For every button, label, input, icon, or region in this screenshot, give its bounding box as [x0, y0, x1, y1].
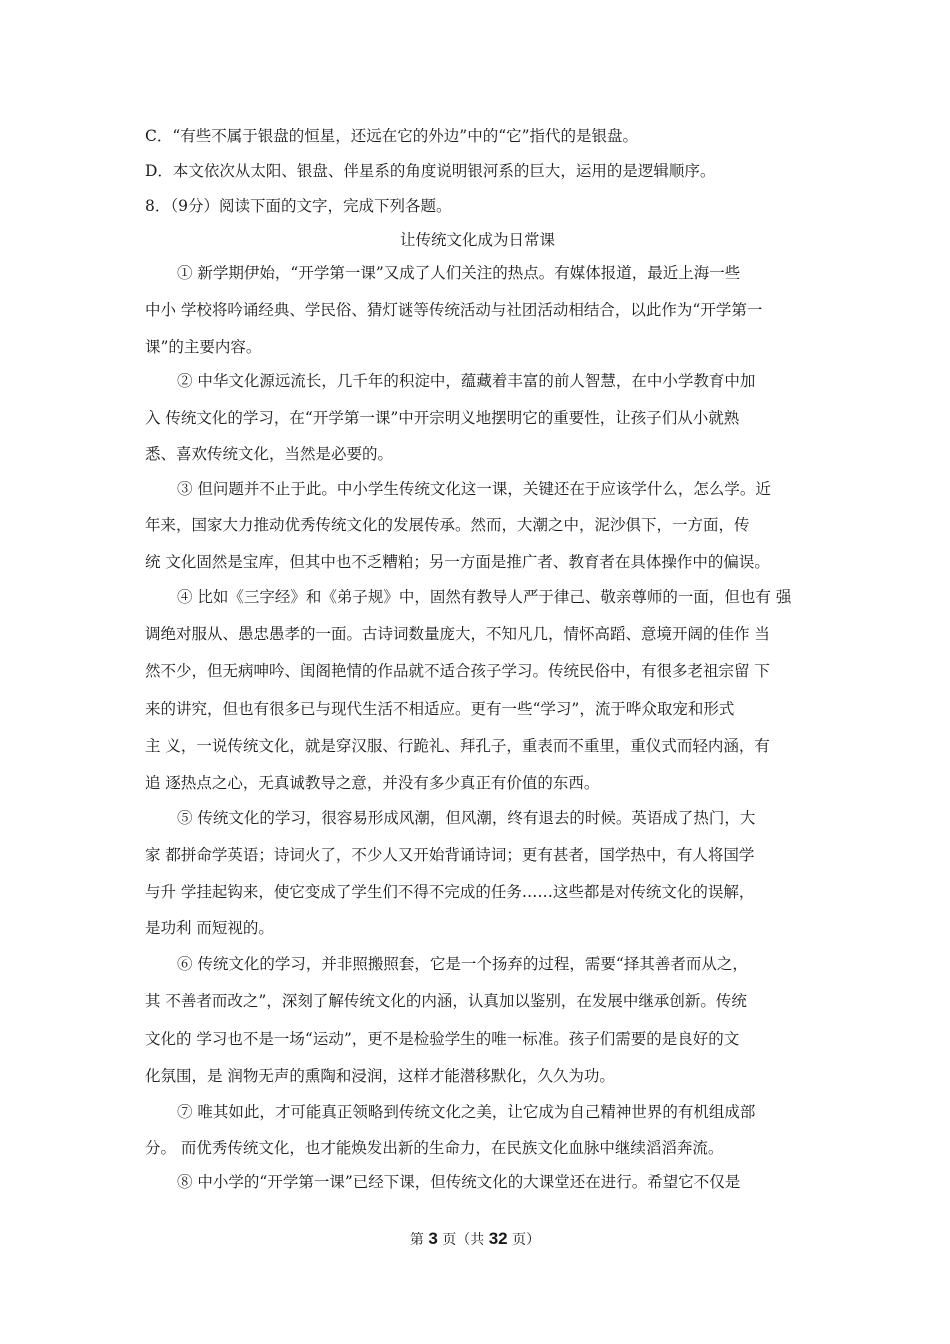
- option-c: C．“有些不属于银盘的恒星，还远在它的外边”中的“它”指代的是银盘。: [145, 127, 639, 145]
- paragraph-line: ⑦ 唯其如此，才可能真正领略到传统文化之美，让它成为自己精神世界的有机组成部: [177, 1103, 756, 1121]
- paragraph-line: 然不少，但无病呻吟、闺阁艳情的作品就不适合孩子学习。传统民俗中，有很多老祖宗留 下: [145, 662, 770, 680]
- paragraph-line: ④ 比如《三字经》和《弟子规》中，固然有教导人严于律己、敬亲尊师的一面，但也有 强: [177, 588, 792, 606]
- question-8: 8．（9分）阅读下面的文字，完成下列各题。: [145, 197, 452, 215]
- paragraph-line: 课”的主要内容。: [145, 338, 262, 356]
- option-d: D．本文依次从太阳、银盘、伴星系的角度说明银河系的巨大，运用的是逻辑顺序。: [145, 162, 716, 180]
- paragraph-line: 是功利 而短视的。: [145, 919, 274, 937]
- paragraph-line: 悉、喜欢传统文化，当然是必要的。: [145, 445, 394, 463]
- footer-prefix: 第: [409, 1232, 429, 1248]
- paragraph-line: 来的讲究，但也有很多已与现代生活不相适应。更有一些“学习”，流于哗众取宠和形式: [145, 700, 735, 718]
- paragraph-line: ③ 但问题并不止于此。中小学生传统文化这一课，关键还在于应该学什么，怎么学。近: [177, 480, 771, 498]
- paragraph-line: 统 文化固然是宝库，但其中也不乏糟粕；另一方面是推广者、教育者在具体操作中的偏误。: [145, 553, 770, 571]
- article-title: 让传统文化成为日常课: [399, 231, 555, 249]
- paragraph-line: ⑧ 中小学的“开学第一课”已经下课，但传统文化的大课堂还在进行。希望它不仅是: [177, 1173, 741, 1191]
- footer-suffix: 页）: [507, 1232, 541, 1248]
- paragraph-line: 与升 学挂起钩来，使它变成了学生们不得不完成的任务……这些都是对传统文化的误解，: [145, 883, 755, 901]
- paragraph-line: 化氛围，是 润物无声的熏陶和浸润，这样才能潜移默化，久久为功。: [145, 1067, 615, 1085]
- paragraph-line: 家 都拼命学英语；诗词火了，不少人又开始背诵诗词；更有甚者，国学热中，有人将国学: [145, 846, 755, 864]
- paragraph-line: 中小 学校将吟诵经典、学民俗、猜灯谜等传统活动与社团活动相结合，以此作为“开学第一: [145, 301, 763, 319]
- paragraph-line: 调绝对服从、愚忠愚孝的一面。古诗词数量庞大，不知凡几，情怀高蹈、意境开阔的佳作 当: [145, 625, 770, 643]
- paragraph-line: 分。 而优秀传统文化，也才能焕发出新的生命力，在民族文化血脉中继续滔滔奔流。: [145, 1139, 724, 1157]
- paragraph-line: 追 逐热点之心，无真诚教导之意，并没有多少真正有价值的东西。: [145, 774, 600, 792]
- page-footer: [0, 1228, 950, 1251]
- paragraph-line: ⑤ 传统文化的学习，很容易形成风潮，但风潮，终有退去的时候。英语成了热门，大: [177, 809, 756, 827]
- paragraph-line: 主 义，一说传统文化，就是穿汉服、行跪礼、拜孔子，重表而不重里，重仪式而轻内涵，有: [145, 737, 770, 755]
- paragraph-line: ⑥ 传统文化的学习，并非照搬照套，它是一个扬弃的过程，需要“择其善者而从之，: [177, 955, 748, 973]
- paragraph-line: 文化的 学习也不是一场“运动”，更不是检验学生的唯一标准。孩子们需要的是良好的文: [145, 1030, 740, 1048]
- total-pages: 32: [488, 1229, 508, 1248]
- paragraph-line: 年来，国家大力推动优秀传统文化的发展传承。然而，大潮之中，泥沙俱下，一方面，传: [145, 516, 750, 534]
- paragraph-line: 入 传统文化的学习，在“开学第一课”中开宗明义地摆明它的重要性，让孩子们从小就熟: [145, 409, 740, 427]
- paragraph-line: ② 中华文化源远流长，几千年的积淀中，蕴藏着丰富的前人智慧，在中小学教育中加: [177, 372, 756, 390]
- paragraph-line: ① 新学期伊始，“开学第一课”又成了人们关注的热点。有媒体报道，最近上海一些: [177, 264, 741, 282]
- footer-middle: 页（共: [437, 1232, 489, 1248]
- paragraph-line: 其 不善者而改之”，深刻了解传统文化的内涵，认真加以鉴别，在发展中继承创新。传统: [145, 992, 747, 1010]
- page-number: 3: [428, 1229, 438, 1248]
